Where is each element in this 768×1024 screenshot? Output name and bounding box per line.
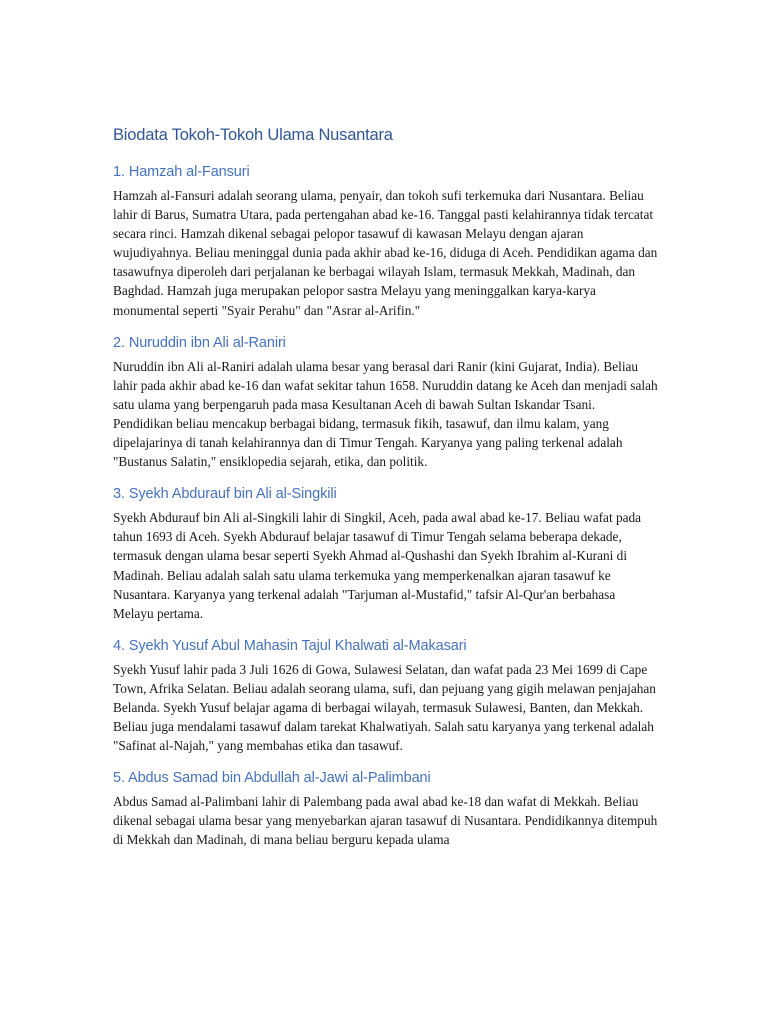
section-body: Nuruddin ibn Ali al-Raniri adalah ulama besar yang berasal dari Ranir (kini Gujarat, India). Beliau lahir pada akhir abad ke-16 dan wafat sekitar tahun 1658. Nuruddin datang ke Aceh dan menjadi salah satu ulama yang berpengaruh pada masa Kesultanan Aceh di bawah Sultan Iskandar Tsani. Pendidikan beliau mencakup berbagai bidang, termasuk fikih, tasawuf, dan ilmu kalam, yang dipelajarinya di tanah kelahirannya dan di Timur Tengah. Karyanya yang paling terkenal adalah "Bustanus Salatin," ensiklopedia sejarah, etika, dan politik.: [113, 358, 658, 470]
section-abdurauf: [113, 484, 658, 623]
document-page: [113, 122, 658, 863]
section-nuruddin: [113, 333, 658, 472]
section-body: Hamzah al-Fansuri adalah seorang ulama, penyair, dan tokoh sufi terkemuka dari Nusantara. Beliau lahir di Barus, Sumatra Utara, pada pertengahan abad ke-16. Tanggal pasti kelahirannya tidak tercatat secara rinci. Hamzah dikenal sebagai pelopor tasawuf di kawasan Melayu dengan ajaran wujudiyahnya. Beliau meninggal dunia pada akhir abad ke-16, diduga di Aceh. Pendidikan agama dan tasawufnya diperoleh dari perjalanan ke berbagai wilayah Islam, termasuk Mekkah, Madinah, dan Baghdad. Hamzah juga merupakan pelopor sastra Melayu yang meninggalkan karya-karya monumental seperti "Syair Perahu" dan "Asrar al-Arifin.": [113, 188, 658, 318]
section-body: Syekh Yusuf lahir pada 3 Juli 1626 di Gowa, Sulawesi Selatan, dan wafat pada 23 Mei 1699 di Cape Town, Afrika Selatan. Beliau adalah seorang ulama, sufi, dan pejuang yang gigih melawan penjajahan Belanda. Syekh Yusuf belajar agama di berbagai wilayah, termasuk Sulawesi, Banten, dan Mekkah. Beliau juga mendalami tasawuf dalam tarekat Khalwatiyah. Salah satu karyanya yang terkenal adalah "Safinat al-Najah," yang membahas etika dan tasawuf.: [113, 661, 656, 754]
section-abdus-samad: [113, 768, 658, 849]
section-heading: 4. Syekh Yusuf Abul Mahasin Tajul Khalwati al-Makasari: [113, 637, 467, 654]
section-heading: 5. Abdus Samad bin Abdullah al-Jawi al-Palimbani: [113, 770, 431, 787]
section-body: Syekh Abdurauf bin Ali al-Singkili lahir di Singkil, Aceh, pada awal abad ke-17. Beliau wafat pada tahun 1693 di Aceh. Syekh Abdurauf belajar tasawuf di Timur Tengah selama beberapa dekade, termasuk dengan ulama besar seperti Syekh Ahmad al-Qushashi dan Syekh Ibrahim al-Kurani di Madinah. Beliau adalah salah satu ulama terkemuka yang memperkenalkan ajaran tasawuf ke Nusantara. Karyanya yang terkenal adalah "Tarjuman al-Mustafid," tafsir Al-Qur'an berbahasa Melayu pertama.: [113, 510, 642, 621]
section-heading: 2. Nuruddin ibn Ali al-Raniri: [113, 334, 286, 351]
section-syekh-yusuf: [113, 636, 658, 755]
section-heading: 1. Hamzah al-Fansuri: [113, 164, 250, 180]
section-heading: 3. Syekh Abdurauf bin Ali al-Singkili: [113, 486, 337, 503]
section-hamzah: [113, 162, 658, 320]
document-title: Biodata Tokoh-Tokoh Ulama Nusantara: [113, 126, 393, 144]
section-body: Abdus Samad al-Palimbani lahir di Palembang pada awal abad ke-18 dan wafat di Mekkah. Beliau dikenal sebagai ulama besar yang menyebarkan ajaran tasawuf di Nusantara. Pendidikannya ditempuh di Mekkah dan Madinah, di mana beliau berguru kepada ulama: [113, 794, 658, 848]
